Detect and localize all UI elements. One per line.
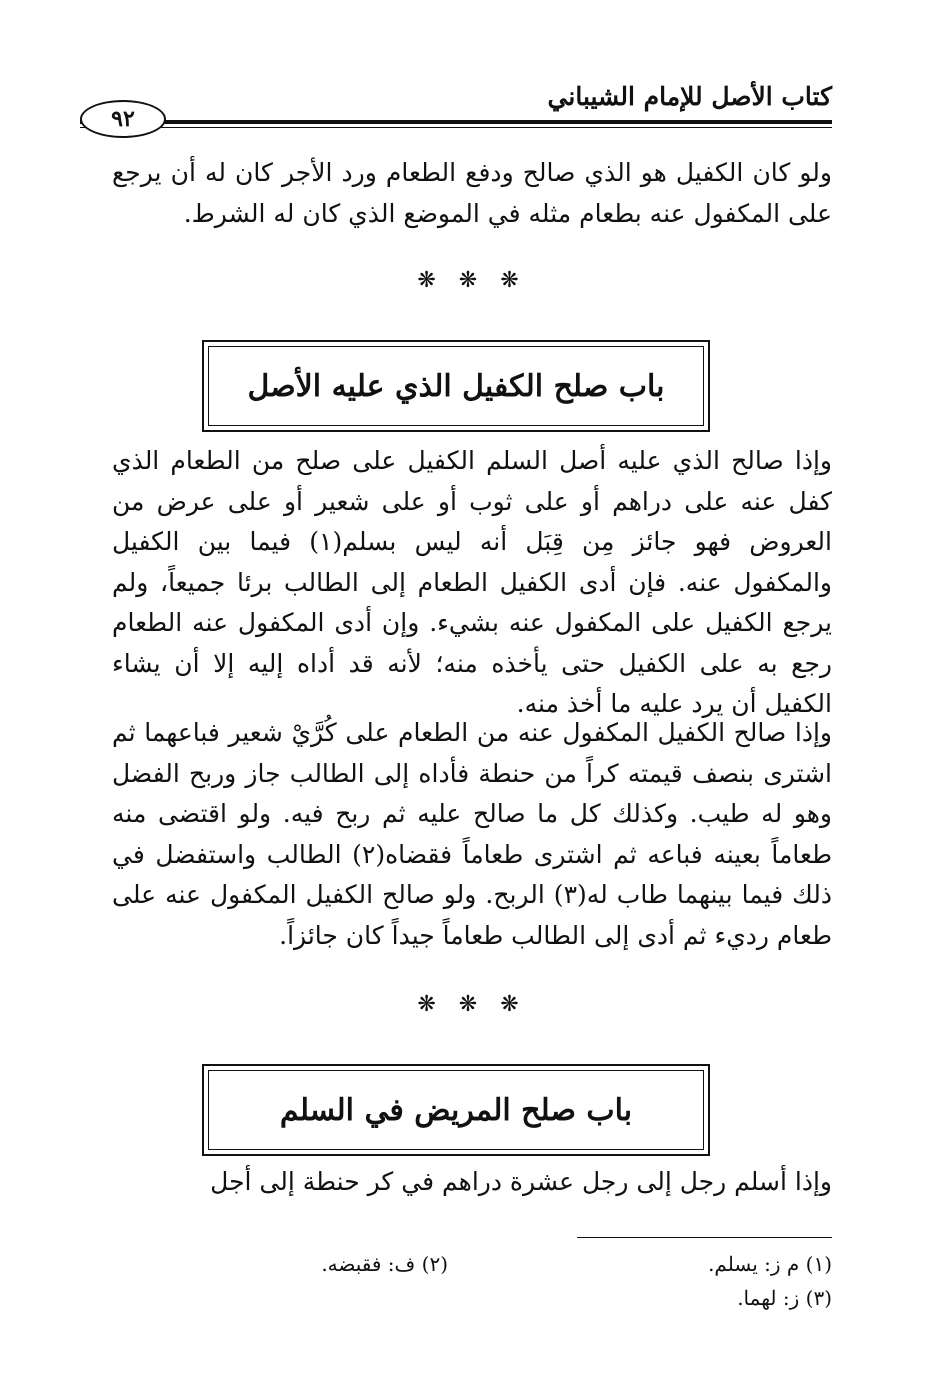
page-number: ٩٢ (80, 100, 166, 138)
header-rule-thin (80, 127, 832, 128)
section-paragraph: وإذا أسلم رجل إلى رجل عشرة دراهم في كر حنطة إلى أجل (210, 1167, 832, 1196)
section-title: باب صلح الكفيل الذي عليه الأصل (208, 346, 704, 426)
header-rule-thick (80, 120, 832, 124)
footnote: (٢) ف: فقبضه. (321, 1252, 448, 1276)
separator-stars: ❋ ❋ ❋ (417, 268, 527, 293)
book-title: كتاب الأصل للإمام الشيباني (547, 82, 832, 111)
section-title: باب صلح المريض في السلم (208, 1070, 704, 1150)
footnote: (١) م ز: يسلم. (708, 1252, 832, 1276)
page-header (80, 82, 832, 136)
intro-paragraph: ولو كان الكفيل هو الذي صالح ودفع الطعام ورد الأجر كان له أن يرجع على المكفول عنه بطعام مثله في الموضع الذي كان له الشرط. (112, 158, 832, 228)
section-title-frame (202, 340, 710, 432)
separator-stars: ❋ ❋ ❋ (417, 992, 527, 1017)
footnote-divider (577, 1237, 832, 1238)
section-paragraph: وإذا صالح الذي عليه أصل السلم الكفيل على صلح من الطعام الذي كفل عنه على دراهم أو على ثوب أو على شعير أو على عرض من العروض فهو جائز مِن قِبَل أنه ليس بسلم(١) فيما بين الكفيل والمكفول عنه. فإن أدى الكفيل الطعام إلى الطالب برئا جميعاً، ولم يرجع الكفيل على المكفول عنه بشيء. وإن أدى المكفول عنه الطعام رجع به على الكفيل حتى يأخذه منه؛ لأنه قد أداه إليه إلا أن يشاء الكفيل أن يرد عليه ما أخذ منه. (112, 446, 832, 718)
section-title-frame (202, 1064, 710, 1156)
footnote: (٣) ز: لهما. (737, 1286, 832, 1310)
section-paragraph: وإذا صالح الكفيل المكفول عنه من الطعام على كُرَّيْ شعير فباعهما ثم اشترى بنصف قيمته كراً من حنطة فأداه إلى الطالب جاز وربح الفضل وهو له طيب. وكذلك كل ما صالح عليه ثم ربح فيه. ولو اقتضى منه طعاماً بعينه فباعه ثم اشترى طعاماً فقضاه(٢) الطالب واستفضل في ذلك فيما بينهما طاب له(٣) الربح. ولو صالح الكفيل المكفول عنه على طعام رديء ثم أدى إلى الطالب طعاماً جيداً كان جائزاً. (112, 718, 832, 950)
